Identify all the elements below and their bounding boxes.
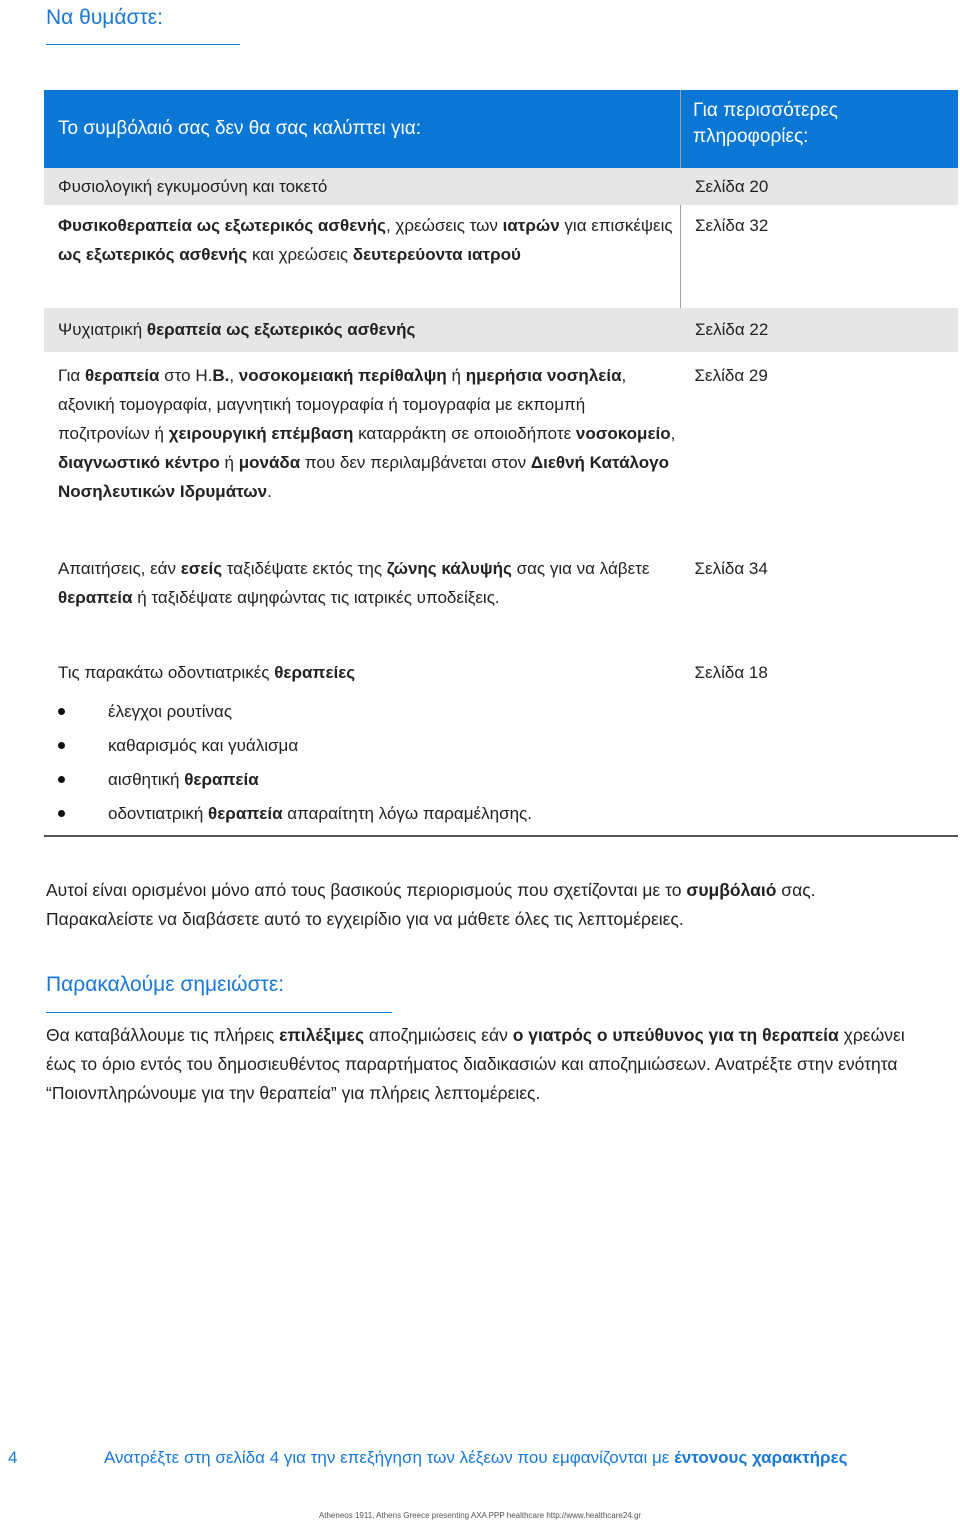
row-text: Φυσικοθεραπεία ως εξωτερικός ασθενής, χρεώσεις των ιατρών για επισκέψεις ως εξωτερικός ασθενής και χρεώσεις δευτερεύοντα ιατρού [58,216,673,264]
note-heading: Παρακαλούμε σημειώστε: [46,973,285,996]
bold-term: θεραπεία [208,804,283,823]
bold-term: ιατρών [502,216,560,235]
row-page-ref: Σελίδα 34 [694,559,768,578]
bold-term: θεραπεία [84,366,160,385]
bold-term: δευτερεύοντα ιατρού [352,245,521,264]
dental-bullet-list [58,695,681,831]
bold-term: νοσοκομείο [575,424,671,443]
bold-term: έντονους χαρακτήρες [674,1448,848,1467]
bold-term: νοσοκομειακή περίθαλψη [238,366,447,385]
list-item [58,729,681,763]
table-row [44,548,958,652]
note-paragraph: Θα καταβάλλουμε τις πλήρεις επιλέξιμες αποζημιώσεις εάν ο γιατρός ο υπεύθυνος για τη θεραπεία χρεώνει έως το όριο εντός του δημοσιευθέντος παραρτήματος διαδικασιών και αποζημιώσεων. Ανατρέξτε στην ενότητα “Ποιονπληρώνουμε για την θεραπεία” για πλήρεις λεπτομέρειες. [46,1025,905,1103]
coverage-exclusions-table [44,90,958,837]
table-row [44,205,958,308]
bullet-icon [58,776,65,783]
bold-term: χειρουργική επέμβαση [168,424,354,443]
bold-term: συμβόλαιό [686,880,777,900]
header-more-info: Για περισσότερες πληροφορίες: [681,90,959,168]
bold-term: εσείς [180,559,223,578]
table-row [44,168,958,205]
bold-term: επιλέξιμες [279,1025,365,1045]
bold-term: Β. [212,366,230,385]
bold-term: ημερήσια νοσηλεία [465,366,622,385]
bold-term: θεραπεία [146,320,222,339]
bold-term: θεραπεία [58,588,133,607]
row-page-ref: Σελίδα 20 [681,168,959,205]
note-heading-underline [46,1012,392,1013]
bold-term: μονάδα [238,453,301,472]
table-row [44,652,958,836]
list-item [58,763,681,797]
table-row [44,308,958,352]
row-text: Ψυχιατρική θεραπεία ως εξωτερικός ασθενής [44,308,681,352]
footer-glossary-note: Ανατρέξτε στη σελίδα 4 για την επεξήγηση των λέξεων που εμφανίζονται με έντονους χαρακτήρες [104,1448,848,1467]
bold-term: διαγνωστικό κέντρο [58,453,220,472]
bullet-text: καθαρισμός και γυάλισμα [108,736,299,755]
remember-heading: Να θυμάστε: [46,6,163,29]
table-row [44,352,958,548]
bullet-text: έλεγχοι ρουτίνας [108,702,233,721]
dental-intro: Τις παρακάτω οδοντιατρικές θεραπείες [58,663,356,682]
bullet-text: οδοντιατρική θεραπεία απαραίτητη λόγω παραμέλησης. [108,804,532,823]
bold-term: ως εξωτερικός ασθενής [196,216,386,235]
bold-term: θεραπεία [184,770,259,789]
bullet-icon [58,708,65,715]
bold-term: ως εξωτερικός ασθενής [226,320,416,339]
bold-term: ως εξωτερικός ασθενής [58,245,248,264]
header-exclusions: Το συμβόλαιό σας δεν θα σας καλύπτει για: [44,90,681,168]
bullet-icon [58,810,65,817]
bold-term: Φυσικοθεραπεία [58,216,192,235]
remember-heading-underline [46,44,240,45]
row-page-ref: Σελίδα 18 [694,663,768,682]
bullet-icon [58,742,65,749]
bold-term: ζώνης κάλυψής [386,559,512,578]
row-text: Απαιτήσεις, εάν εσείς ταξιδέψατε εκτός της ζώνης κάλυψής σας για να λάβετε θεραπεία ή ταξιδέψατε αψηφώντας τις ιατρικές υποδείξεις. [58,559,650,607]
row-text [44,652,681,836]
table-header-row [44,90,958,168]
row-text: Για θεραπεία στο Η.Β., νοσοκομειακή περίθαλψη ή ημερήσια νοσηλεία, αξονική τομογραφία, μαγνητική τομογραφία ή τομογραφία με εκπομπή ποζιτρονίων ή χειρουργική επέμβαση καταρράκτη σε οποιοδήποτε νοσοκομείο, διαγνωστικό κέντρο ή μονάδα που δεν περιλαμβάνεται στον Διεθνή Κατάλογο Νοσηλευτικών Ιδρυμάτων. [58,366,676,501]
row-page-ref: Σελίδα 22 [681,308,959,352]
row-page-ref: Σελίδα 29 [694,366,768,385]
page-number: 4 [8,1448,18,1467]
bold-term: ο γιατρός ο υπεύθυνος για τη θεραπεία [512,1025,839,1045]
list-item [58,797,681,831]
list-item [58,695,681,729]
footer-source-line: Atheneos 1911, Athens Greece presenting AXA PPP healthcare http://www.healthcare24.gr [318,1511,642,1520]
summary-paragraph: Αυτοί είναι ορισμένοι μόνο από τους βασικούς περιορισμούς που σχετίζονται με το συμβόλαιό σας. Παρακαλείστε να διαβάσετε αυτό το εγχειρίδιο για να μάθετε όλες τις λεπτομέρειες. [46,880,816,929]
row-page-ref: Σελίδα 32 [681,205,959,308]
row-text: Φυσιολογική εγκυμοσύνη και τοκετό [44,168,681,205]
bold-term: θεραπείες [274,663,356,682]
bold-term: Διεθνή Κατάλογο Νοσηλευτικών Ιδρυμάτων [58,453,670,501]
bullet-text: αισθητική θεραπεία [108,770,259,789]
